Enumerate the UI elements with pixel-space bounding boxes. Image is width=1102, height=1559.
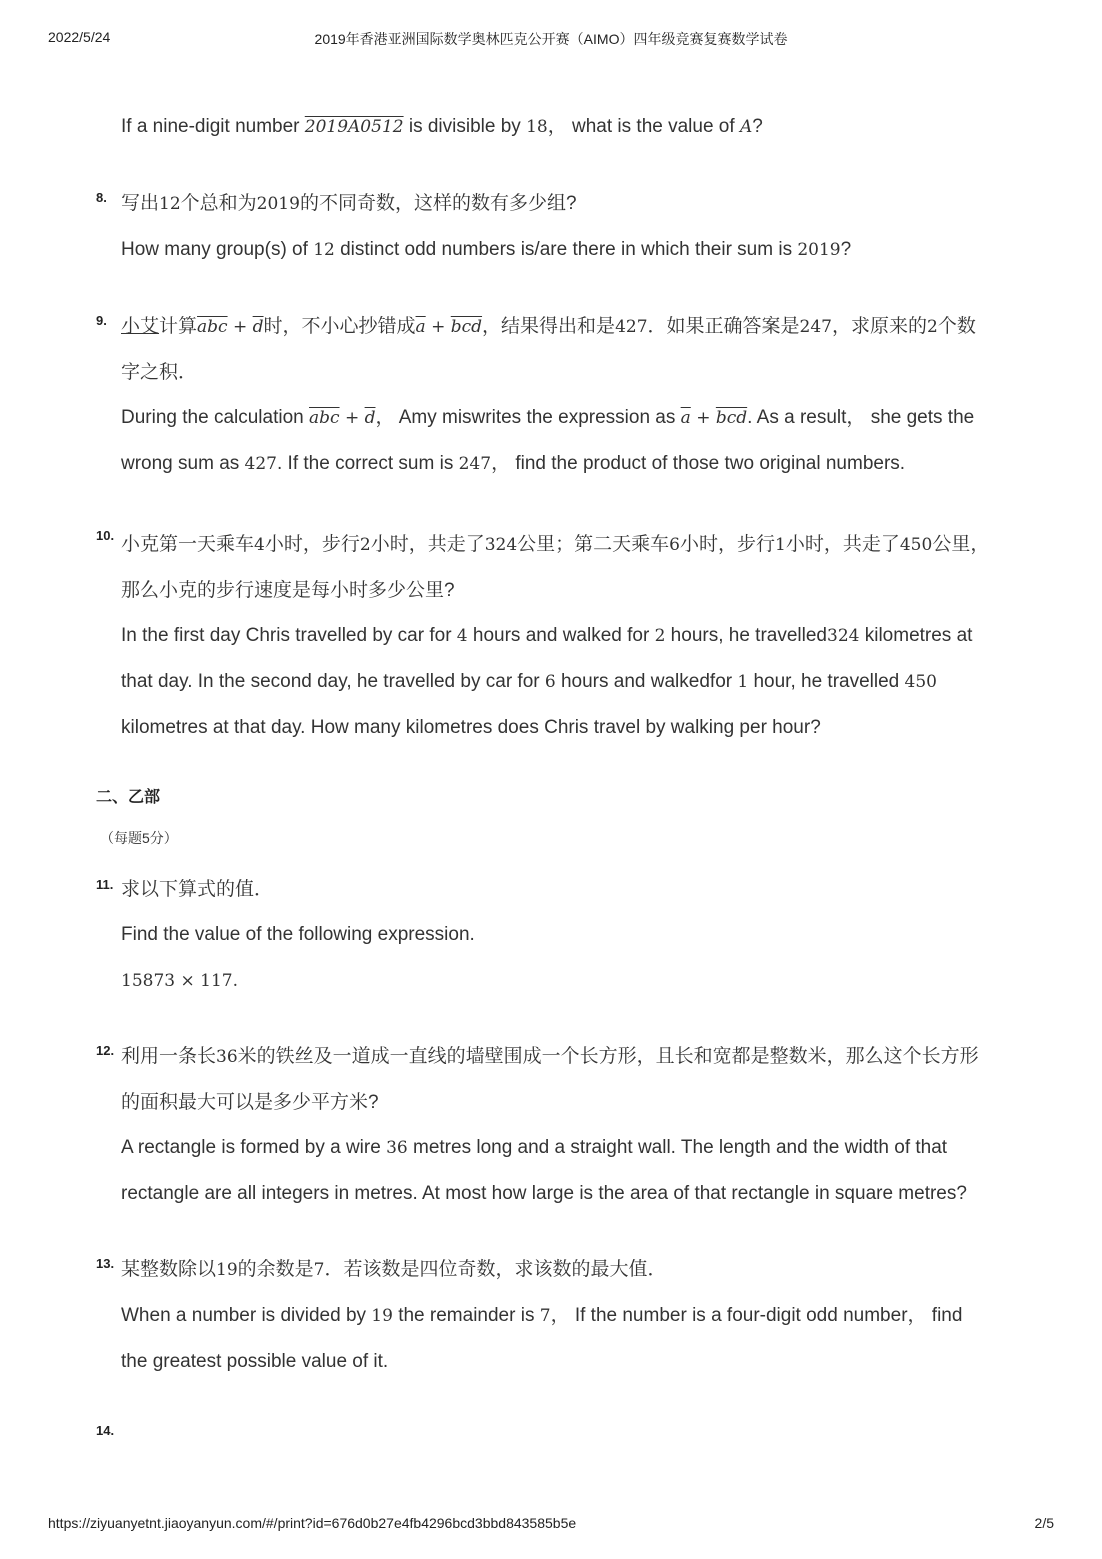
question-number-14: 14. <box>96 1423 115 1438</box>
q11-expression: 15873 × 117. <box>121 971 238 991</box>
page-number: 2/5 <box>1034 1515 1054 1531</box>
q9-chinese-text-line1: 小艾计算$\overline{abc} + \overline{d}$时，不小心抄错成$\overline{a} + \overline{bcd}$，结果得出和是427．如果正确答案是247，求原来的2个数 <box>121 316 976 337</box>
q10-english-text-line1: In the first day Chris travelled by car for 4 hours and walked for 2 hours, he travelled324 kilometres at <box>121 625 973 646</box>
q12-english-text-line2: rectangle are all integers in metres. At most how large is the area of that rectangle in square metres? <box>121 1183 967 1204</box>
q10-chinese-text-line2: 那么小克的步行速度是每小时多少公里? <box>121 580 455 601</box>
document-title: 2019年香港亚洲国际数学奥林匹克公开赛（AIMO）四年级竞赛复赛数学试卷 <box>314 31 788 47</box>
q13-chinese-text: 某整数除以19的余数是7．若该数是四位奇数，求该数的最大值． <box>121 1259 667 1280</box>
section-title: 二、乙部 <box>96 789 161 806</box>
print-date: 2022/5/24 <box>48 29 111 45</box>
q12-chinese-text-line1: 利用一条长36米的铁丝及一道成一直线的墙壁围成一个长方形，且长和宽都是整数米，那么这个长方形 <box>121 1046 979 1067</box>
math-overline-number: 2019A0512 <box>304 117 404 137</box>
q8-english-text: How many group(s) of 12 distinct odd numbers is/are there in which their sum is 2019? <box>121 239 852 260</box>
q10-chinese-text-line1: 小克第一天乘车4小时，步行2小时，共走了324公里；第二天乘车6小时，步行1小时，共走了450公里， <box>121 534 990 555</box>
q12-english-text-line1: A rectangle is formed by a wire 36 metres long and a straight wall. The length and the width of that <box>121 1137 948 1158</box>
student-name: 小艾 <box>121 316 160 337</box>
q7-english-text: If a nine-digit number 2019A0512 is divisible by 18， what is the value of A? <box>121 116 763 137</box>
question-number-8: 8. <box>96 190 107 205</box>
page-url: https://ziyuanyetnt.jiaoyanyun.com/#/print?id=676d0b27e4fb4296bcd3bbd843585b5e <box>48 1515 577 1531</box>
section-points-note: （每题5分） <box>100 830 178 846</box>
question-number-12: 12. <box>96 1043 115 1058</box>
q9-chinese-text-line2: 字之积． <box>121 362 198 383</box>
q9-english-text-line1: During the calculation $\overline{abc} + \overline{d}$， Amy miswrites the expression as $\overline{a} + \overline{bcd}$. As a result， she gets the <box>121 407 975 428</box>
q11-english-text: Find the value of the following expression. <box>121 924 475 945</box>
question-number-10: 10. <box>96 528 115 543</box>
q11-chinese-text: 求以下算式的值． <box>121 879 274 900</box>
q13-english-text-line1: When a number is divided by 19 the remainder is 7， If the number is a four-digit odd number， find <box>121 1305 963 1326</box>
question-number-11: 11. <box>96 877 114 892</box>
q10-english-text-line2: that day. In the second day, he travelled by car for 6 hours and walkedfor 1 hour, he travelled 450 <box>121 671 937 692</box>
q13-english-text-line2: the greatest possible value of it. <box>121 1351 389 1372</box>
q9-english-text-line2: wrong sum as 427. If the correct sum is 247， find the product of those two original numbers. <box>121 453 906 474</box>
q12-chinese-text-line2: 的面积最大可以是多少平方米? <box>121 1092 379 1113</box>
question-number-13: 13. <box>96 1256 115 1271</box>
question-number-9: 9. <box>96 313 107 328</box>
q10-english-text-line3: kilometres at that day. How many kilometres does Chris travel by walking per hour? <box>121 717 821 738</box>
q8-chinese-text: 写出12个总和为2019的不同奇数，这样的数有多少组? <box>121 193 577 214</box>
